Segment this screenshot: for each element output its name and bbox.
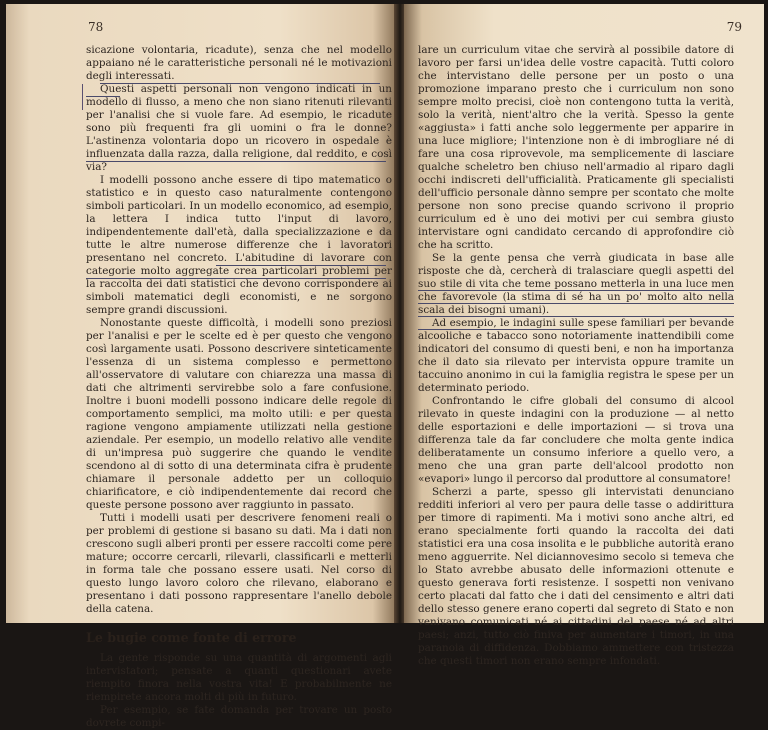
page-number-right: 79 — [726, 20, 742, 34]
pencil-underline — [418, 303, 734, 304]
paragraph: Questi aspetti personali non vengono indicati in un modello di flusso, a meno che non siano ritenuti rilevanti per l'analisi che si vuole fare. Ad esempio, le ricadute sono più frequenti fra gli uomini o fra le donne? L'astinenza volontaria dopo un ricovero in ospedale è influenzata dalla razza, dalla religione, dal reddito, e così via? — [86, 83, 392, 173]
pencil-underline — [100, 83, 380, 84]
paragraph: sicazione volontaria, ricadute), senza che nel modello appaiano né le caratteristiche personali né le motivazioni degli interessati. — [86, 44, 392, 82]
paragraph: Per esempio, se fate domanda per trovare un posto dovrete compi- — [86, 704, 392, 729]
right-page — [404, 4, 764, 667]
paragraph: Scherzi a parte, spesso gli intervistati denunciano redditi inferiori al vero per paura delle tasse o addirittura per timore di rapimenti. Ma i motivi sono anche altri, ed erano specialmente forti quando la raccolta dei dati statistici era una cosa insolita e le pubbliche autorità erano meno agguerrite. Nel diciannovesimo secolo si temeva che lo Stato avrebbe abusato delle informazioni ottenute e questo generava forti resistenze. I sospetti non venivano certo placati dal fatto che i dati del censimento e altri dati dello stesso genere erano coperti dal segreto di Stato e non venivano comunicati né ai cittadini del paese né ad altri paesi; anzi, tutto ciò finiva per aumentare i timori, in una paranoia di diffidenza. Dobbiamo ammettere con tristezza che questi timori non erano sempre infondati. — [418, 486, 734, 667]
pencil-underline — [216, 265, 386, 266]
pencil-margin-mark — [82, 84, 83, 110]
pencil-underline — [86, 161, 386, 162]
left-page — [6, 4, 396, 729]
pencil-underline — [86, 278, 386, 279]
pencil-underline — [418, 290, 734, 291]
paragraph: Tutti i modelli usati per descrivere fenomeni reali o per problemi di gestione si basano su dati. Ma i dati non crescono sugli alberi pronti per essere raccolti come pere mature; occorre cercarli, rilevarli, classificarli e metterli in forma tale che possano essere usati. Nel corso di questo lungo lavoro coloro che rilevano, elaborano e presentano i dati possono rappresentare l'anello debole della catena. — [86, 512, 392, 615]
page-number-left: 78 — [88, 20, 104, 34]
paragraph: La gente risponde su una quantità di argomenti agli intervistatori; pensate a quanti questionari avete riempito finora nella vostra vita! E probabilmente ne riempirete ancora molti di più in futuro. — [86, 652, 392, 703]
left-page-body — [86, 44, 392, 730]
paragraph: Ad esempio, le indagini sulle spese familiari per bevande alcooliche e tabacco sono notoriamente inattendibili come indicatori del consumo di questi beni, e non ha importanza che il dato sia rilevato per intervista oppure tramite un taccuino anonimo in cui la famiglia registra le spese per un determinato periodo. — [418, 317, 734, 394]
section-heading: Le bugie come fonte di errore — [86, 630, 297, 645]
pencil-underline — [86, 96, 120, 97]
paragraph: Se la gente pensa che verrà giudicata in base alle risposte che dà, cercherà di tralasciare quegli aspetti del suo stile di vita che teme possano metterla in una luce men che favorevole (la stima di sé ha un po' molto alto nella scala dei bisogni umani). — [418, 252, 734, 316]
pencil-underline — [418, 329, 588, 330]
paragraph: Confrontando le cifre globali del consumo di alcool rilevato in queste indagini con la produzione — al netto delle esportazioni e delle importazioni — si trova una differenza tale da far concludere che molta gente indica deliberatamente un consumo inferiore a quello vero, a meno che una gran parte dell'alcool prodotto non «evapori» lungo il percorso dal produttore al consumatore! — [418, 395, 734, 485]
pencil-underline — [418, 316, 734, 317]
paragraph: lare un curriculum vitae che servirà al possibile datore di lavoro per farsi un'idea delle vostre capacità. Tutti coloro che intervistano delle persone per un posto o una promozione imparano presto che i curriculum non sono sempre molto precisi, cioè non contengono tutta la verità, solo la verità, nient'altro che la verità. Spesso la gente «aggiusta» i fatti anche solo leggermente per apparire in una luce migliore; l'intenzione non è di imbrogliare né di fare una cosa riprovevole, ma semplicemente di lasciare qualche scheletro ben chiuso nell'armadio al riparo dagli occhi indiscreti dell'ufficialità. Praticamente gli specialisti dell'ufficio personale dànno sempre per scontato che molte persone non sono precise quando scrivono il proprio curriculum ed è uno dei motivi per cui sembra giusto intervistare ogni candidato cercando di approfondire ciò che ha scritto. — [418, 44, 734, 251]
paragraph: I modelli possono anche essere di tipo matematico o statistico e in questo caso naturalmente contengono simboli particolari. In un modello economico, ad esempio, la lettera I indica tutto l'input di lavoro, indipendentemente dall'età, dalla specializzazione e da tutte le altre numerose differenze che i lavoratori presentano nel concreto. L'abitudine di lavorare con categorie molto aggregate crea particolari problemi per la raccolta dei dati statistici che devono corrispondere ai simboli matematici degli economisti, e ne sorgono sempre grandi discussioni. — [86, 174, 392, 316]
open-book — [6, 4, 764, 729]
paragraph: Nonostante queste difficoltà, i modelli sono preziosi per l'analisi e per le scelte ed è per questo che vengono così largamente usati. Possono descrivere sinteticamente l'essenza di un sistema complesso e permettono all'osservatore di valutare con chiarezza una massa di dati che altrimenti servirebbe solo a fare confusione. Inoltre i buoni modelli possono indicare delle regole di comportamento semplici, ma molto utili: e per questa ragione vengono ampiamente utilizzati nella gestione aziendale. Per esempio, un modello relativo alle vendite di un'impresa può suggerire che quando le vendite scendono al di sotto di una determinata cifra è prudente chiamare il personale addetto per un colloquio chiarificatore, e ciò indipendentemente dai record che queste persone possono aver raggiunto in passato. — [86, 317, 392, 511]
right-page-body — [418, 44, 734, 668]
